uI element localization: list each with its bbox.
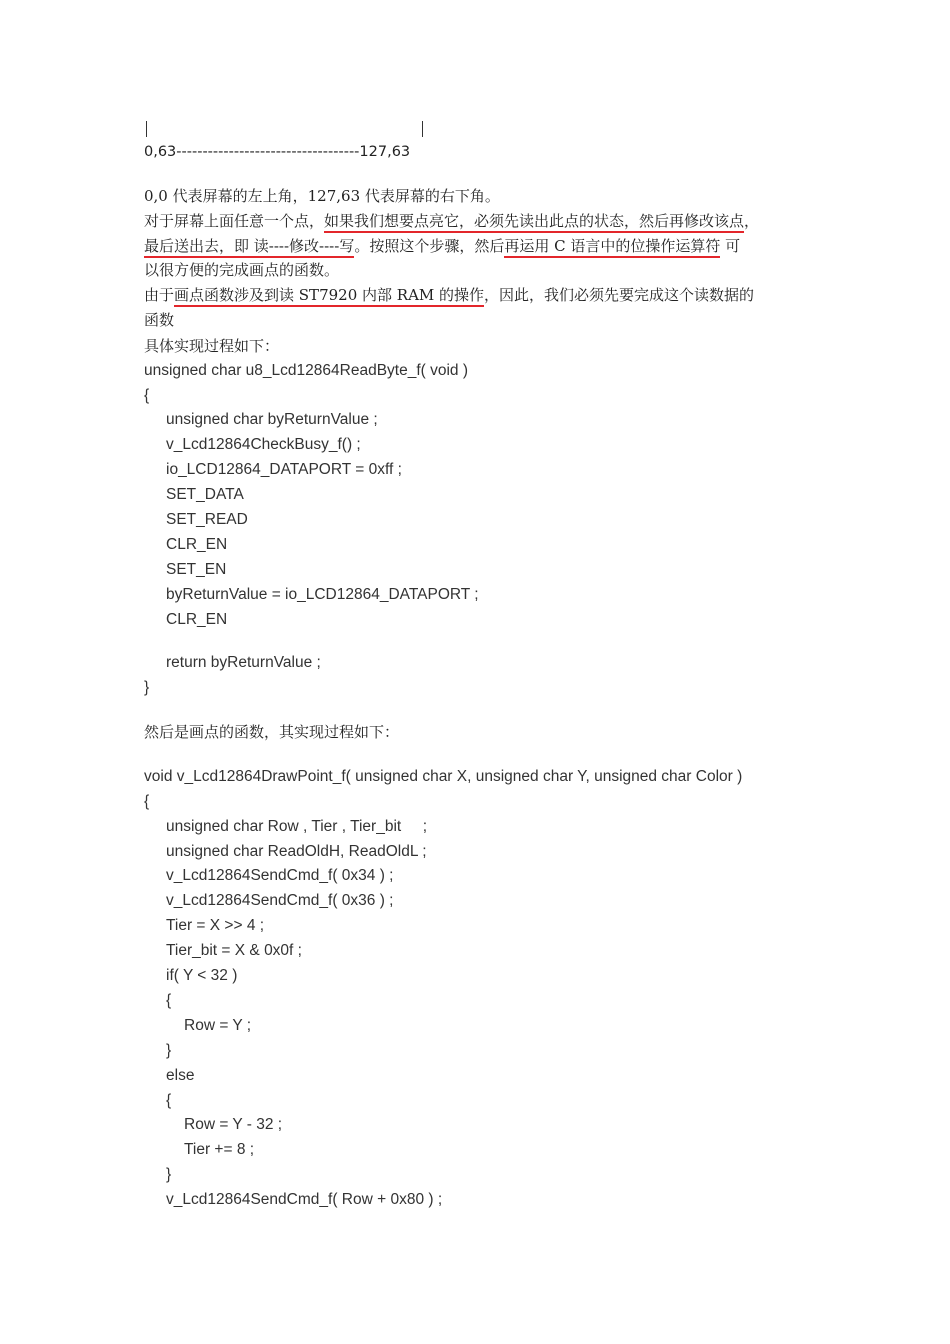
underlined-phrase: 如果我们想要点亮它，必须先读出此点的状态，然后再修改该点 — [324, 212, 744, 233]
code-line: Row = Y ; — [184, 1017, 252, 1034]
vertical-bar-left — [146, 121, 147, 137]
code-line: v_Lcd12864SendCmd_f( Row + 0x80 ) ; — [166, 1191, 443, 1208]
code-line: SET_DATA — [166, 486, 244, 503]
code-line: { — [166, 992, 172, 1009]
paragraph-draw-point-line3: 以很方便的完成画点的函数。 — [144, 261, 340, 279]
code-line: { — [144, 793, 150, 810]
code-line: Tier_bit = X & 0x0f ; — [166, 942, 302, 959]
code-line: } — [166, 1166, 172, 1183]
code-line: unsigned char u8_Lcd12864ReadByte_f( void ) — [144, 362, 469, 379]
paragraph-draw-point-line2 — [144, 236, 740, 256]
paragraph-read-ram-line2: 函数 — [144, 311, 175, 329]
code-line: Row = Y - 32 ; — [184, 1116, 283, 1133]
paragraph-draw-point-line1 — [144, 211, 759, 231]
code-line: CLR_EN — [166, 611, 228, 628]
underlined-phrase: 最后送出去，即 读----修改----写 — [144, 237, 354, 258]
paragraph-draw-point-intro: 然后是画点的函数，其实现过程如下： — [144, 723, 400, 741]
text-segment: 。按照这个步骤，然后 — [354, 237, 505, 255]
code-line: { — [166, 1092, 172, 1109]
code-line: io_LCD12864_DATAPORT = 0xff ; — [166, 461, 402, 478]
text-segment: 对于屏幕上面任意一个点， — [144, 212, 325, 230]
code-line: byReturnValue = io_LCD12864_DATAPORT ; — [166, 586, 479, 603]
code-line: void v_Lcd12864DrawPoint_f( unsigned char X, unsigned char Y, unsigned char Color ) — [144, 768, 743, 785]
axis-line: 0,63-----------------------------------127,63 — [144, 144, 411, 160]
paragraph-read-ram-line1 — [144, 285, 754, 305]
code-line: unsigned char Row , Tier , Tier_bit ; — [166, 818, 428, 835]
code-line: return byReturnValue ; — [166, 654, 321, 671]
code-line: Tier += 8 ; — [184, 1141, 255, 1158]
text-segment: ，因此，我们必须先要完成这个读数据的 — [484, 286, 755, 304]
code-line: unsigned char ReadOldH, ReadOldL ; — [166, 843, 427, 860]
code-line: v_Lcd12864CheckBusy_f() ; — [166, 436, 361, 453]
text-segment: ， — [744, 212, 760, 230]
code-line: if( Y < 32 ) — [166, 967, 238, 984]
vertical-bar-right — [422, 121, 423, 137]
code-line: v_Lcd12864SendCmd_f( 0x34 ) ; — [166, 867, 394, 884]
code-line: CLR_EN — [166, 536, 228, 553]
code-line: Tier = X >> 4 ; — [166, 917, 265, 934]
text-segment: 由于 — [144, 286, 175, 304]
code-line: v_Lcd12864SendCmd_f( 0x36 ) ; — [166, 892, 394, 909]
code-line: } — [144, 679, 150, 696]
code-line: } — [166, 1042, 172, 1059]
code-line: { — [144, 387, 150, 404]
text-segment: 可 — [720, 237, 741, 255]
code-line: unsigned char byReturnValue ; — [166, 411, 378, 428]
code-line: SET_READ — [166, 511, 248, 528]
underlined-phrase: 再运用 C 语言中的位操作运算符 — [504, 237, 720, 258]
implementation-label: 具体实现过程如下： — [144, 337, 280, 355]
underlined-phrase: 画点函数涉及到读 ST7920 内部 RAM 的操作 — [174, 286, 484, 307]
code-line: SET_EN — [166, 561, 227, 578]
paragraph-corner-explanation: 0,0 代表屏幕的左上角，127,63 代表屏幕的右下角。 — [144, 187, 500, 205]
code-line: else — [166, 1067, 195, 1084]
